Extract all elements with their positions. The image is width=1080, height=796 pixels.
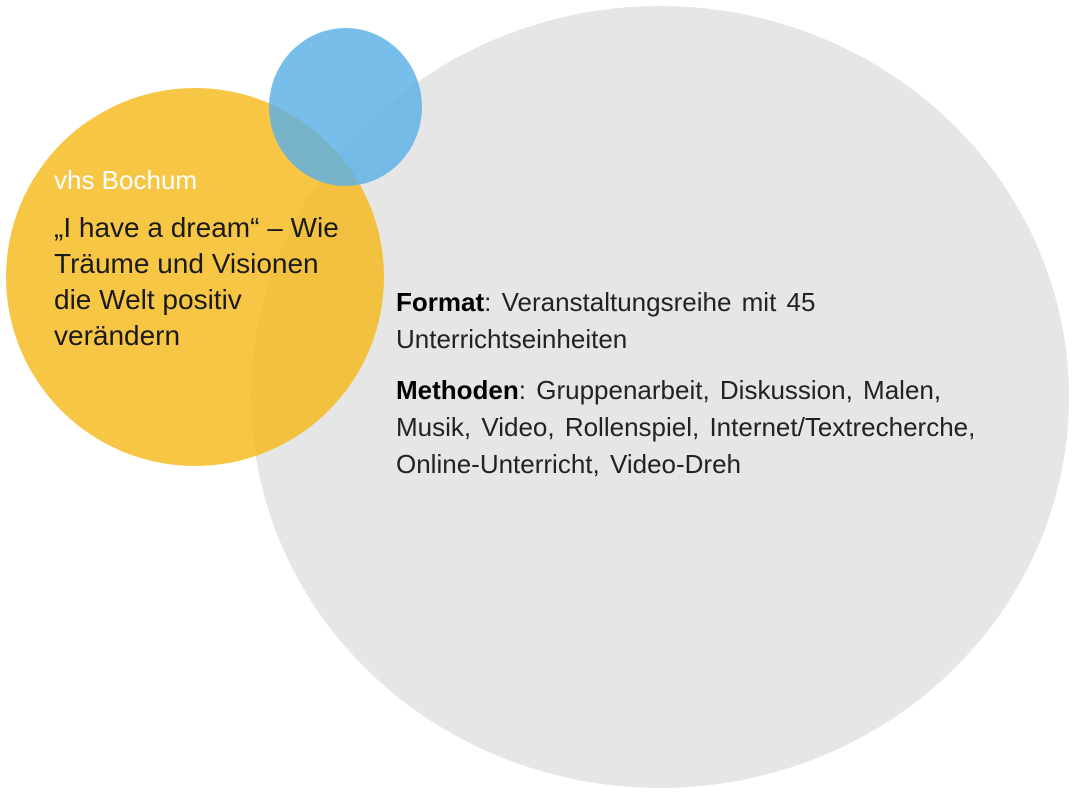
format-line: [396, 284, 996, 358]
format-label: Format: [396, 287, 485, 317]
project-details: [396, 284, 996, 483]
format-text: Veranstaltungsreihe mit 45 Unterrichtseinheiten: [396, 287, 816, 354]
format-separator: :: [484, 287, 492, 317]
organization-label: vhs Bochum: [54, 165, 198, 195]
methods-text: Gruppenarbeit, Diskussion, Malen, Musik, Video, Rollenspiel, Internet/Textrecherche, Online-Unterricht, Video-Dreh: [396, 375, 976, 479]
project-title: „I have a dream“ – Wie Träume und Visionen die Welt positiv verändern: [54, 212, 339, 351]
blue-circle: [269, 28, 422, 186]
methods-line: [396, 372, 996, 483]
methods-separator: :: [518, 375, 526, 405]
methods-label: Methoden: [396, 375, 519, 405]
